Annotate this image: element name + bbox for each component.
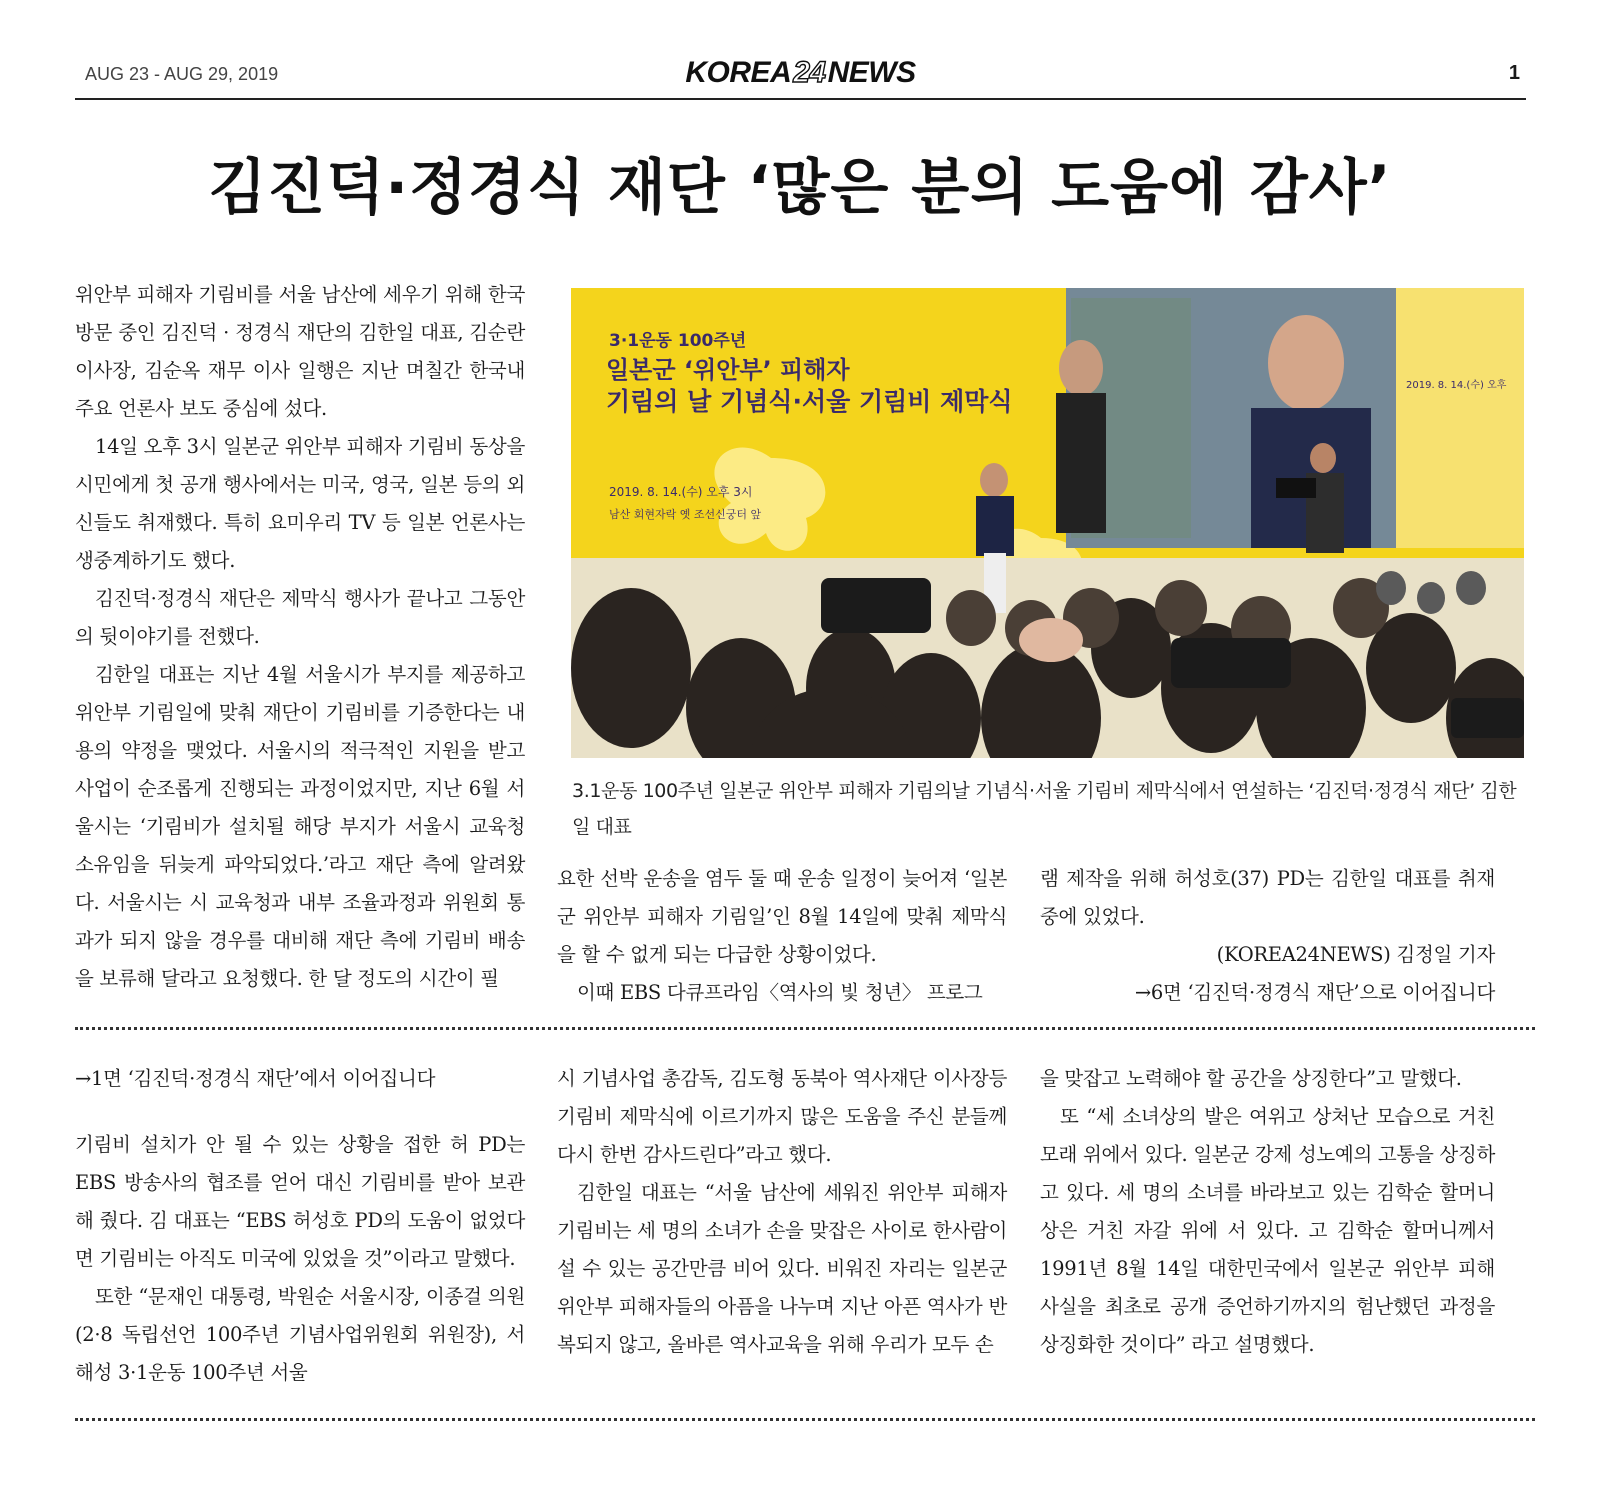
section-divider	[75, 1027, 1535, 1030]
paragraph: 을 맞잡고 노력해야 할 공간을 상징한다”고 말했다.	[1040, 1067, 1462, 1090]
logo-24: 24	[793, 56, 826, 89]
headline: 김진덕·정경식 재단 ‘많은 분의 도움에 감사’	[208, 153, 1392, 223]
continued-note: →6면 ‘김진덕·정경식 재단’으로 이어집니다	[1134, 981, 1495, 1004]
photo-caption: 3.1운동 100주년 일본군 위안부 피해자 기림의날 기념식·서울 기림비 제막식에서 연설하는 ‘김진덕·정경식 재단’ 김한일 대표	[572, 780, 1517, 838]
paragraph: 또한 “문재인 대통령, 박원순 서울시장, 이종걸 의원(2·8 독립선언 100주년 기념사업위원회 위원장), 서해성 3·1운동 100주년 서울	[75, 1285, 525, 1384]
paragraph: 김한일 대표는 “서울 남산에 세워진 위안부 피해자 기림비는 세 명의 소녀가 손을 맞잡은 사이로 한사람이 설 수 있는 공간만큼 비어 있다. 비워진 자리는 일본군 위안부 피해자들의 아픔을 나누며 지난 아픈 역사가 반복되지 않고, 올바른 역사교육을 위해 우리가 모두 손	[557, 1181, 1007, 1356]
paragraph: 14일 오후 3시 일본군 위안부 피해자 기림비 동상을 시민에게 첫 공개 행사에서는 미국, 영국, 일본 등의 외신들도 취재했다. 특히 요미우리 TV 등 일본 언론사는 생중계하기도 했다.	[75, 435, 525, 572]
paragraph: 또 “세 소녀상의 발은 여위고 상처난 모습으로 거친 모래 위에서 있다. 일본군 강제 성노예의 고통을 상징하고 있다. 세 명의 소녀를 바라보고 있는 김학순 할머니상은 거친 자갈 위에 서 있다. 고 김학순 할머니께서 1991년 8월 14일 대한민국에서 일본군 위안부 피해 사실을 최초로 공개 증언하기까지의 험난했던 과정을 상징화한 것이다” 라고 설명했다.	[1040, 1105, 1496, 1356]
paragraph: 요한 선박 운송을 염두 둘 때 운송 일정이 늦어져 ‘일본군 위안부 피해자 기림일’인 8월 14일에 맞춰 제막식을 할 수 없게 되는 다급한 상황이었다.	[557, 867, 1007, 966]
issue-date: AUG 23 - AUG 29, 2019	[85, 64, 279, 84]
byline: (KOREA24NEWS) 김정일 기자	[1216, 943, 1495, 966]
paragraph: 램 제작을 위해 허성호(37) PD는 김한일 대표를 취재 중에 있었다.	[1040, 867, 1495, 928]
logo-korea: KOREA	[685, 56, 792, 89]
screen-date: 2019. 8. 14.(수) 오후	[1406, 380, 1507, 391]
continued-column-1	[75, 1060, 525, 1392]
article-column-1	[75, 276, 525, 998]
banner-place: 남산 회현자락 옛 조선신궁터 앞	[609, 508, 762, 521]
event-photo	[571, 288, 1524, 758]
bottom-divider	[75, 1418, 1535, 1421]
continued-column-3	[1040, 1060, 1495, 1364]
paragraph: 기림비 설치가 안 될 수 있는 상황을 접한 허 PD는 EBS 방송사의 협조를 얻어 대신 기림비를 받아 보관해 줬다. 김 대표는 “EBS 허성호 PD의 도움이 없었다면 기림비는 아직도 미국에 있었을 것”이라고 말했다.	[75, 1133, 525, 1270]
page-number: 1	[1508, 62, 1520, 84]
newspaper-logo	[75, 56, 1526, 90]
article-column-2	[557, 860, 1007, 1012]
paragraph: 위안부 피해자 기림비를 서울 남산에 세우기 위해 한국 방문 중인 김진덕 · 정경식 재단의 김한일 대표, 김순란 이사장, 김순옥 재무 이사 일행은 지난 며칠간 한국내 주요 언론사 보도 중심에 섰다.	[75, 283, 525, 420]
paragraph: 시 기념사업 총감독, 김도형 동북아 역사재단 이사장등 기림비 제막식에 이르기까지 많은 도움을 주신 분들께 다시 한번 감사드린다”라고 했다.	[557, 1067, 1007, 1166]
banner-line1: 3·1운동 100주년	[609, 331, 747, 351]
paragraph: 김한일 대표는 지난 4월 서울시가 부지를 제공하고 위안부 기림일에 맞춰 재단이 기림비를 기증한다는 내용의 약정을 맺었다. 서울시의 적극적인 지원을 받고 사업이 순조롭게 진행되는 과정이었지만, 지난 6월 서울시는 ‘기림비가 설치될 해당 부지가 서울시 교육청 소유임을 뒤늦게 파악되었다.’라고 재단 측에 알려왔다. 서울시는 시 교육청과 내부 조율과정과 위원회 통과가 되지 않을 경우를 대비해 재단 측에 기림비 배송을 보류해 달라고 요청했다. 한 달 정도의 시간이 필	[75, 663, 525, 990]
masthead	[75, 58, 1526, 100]
banner-line3: 기림의 날 기념식·서울 기림비 제막식	[606, 387, 1013, 416]
continued-from-note: →1면 ‘김진덕·정경식 재단’에서 이어집니다	[75, 1067, 436, 1090]
paragraph: 김진덕·정경식 재단은 제막식 행사가 끝나고 그동안의 뒷이야기를 전했다.	[75, 587, 525, 648]
banner-line2: 일본군 ‘위안부’ 피해자	[606, 356, 850, 384]
event-photo-illustration	[571, 288, 1524, 758]
article-column-3	[1040, 860, 1495, 1012]
banner-date: 2019. 8. 14.(수) 오후 3시	[609, 485, 753, 499]
continued-column-2	[557, 1060, 1007, 1364]
paragraph: 이때 EBS 다큐프라임〈역사의 빛 청년〉 프로그	[577, 981, 983, 1004]
logo-news: NEWS	[827, 56, 916, 89]
